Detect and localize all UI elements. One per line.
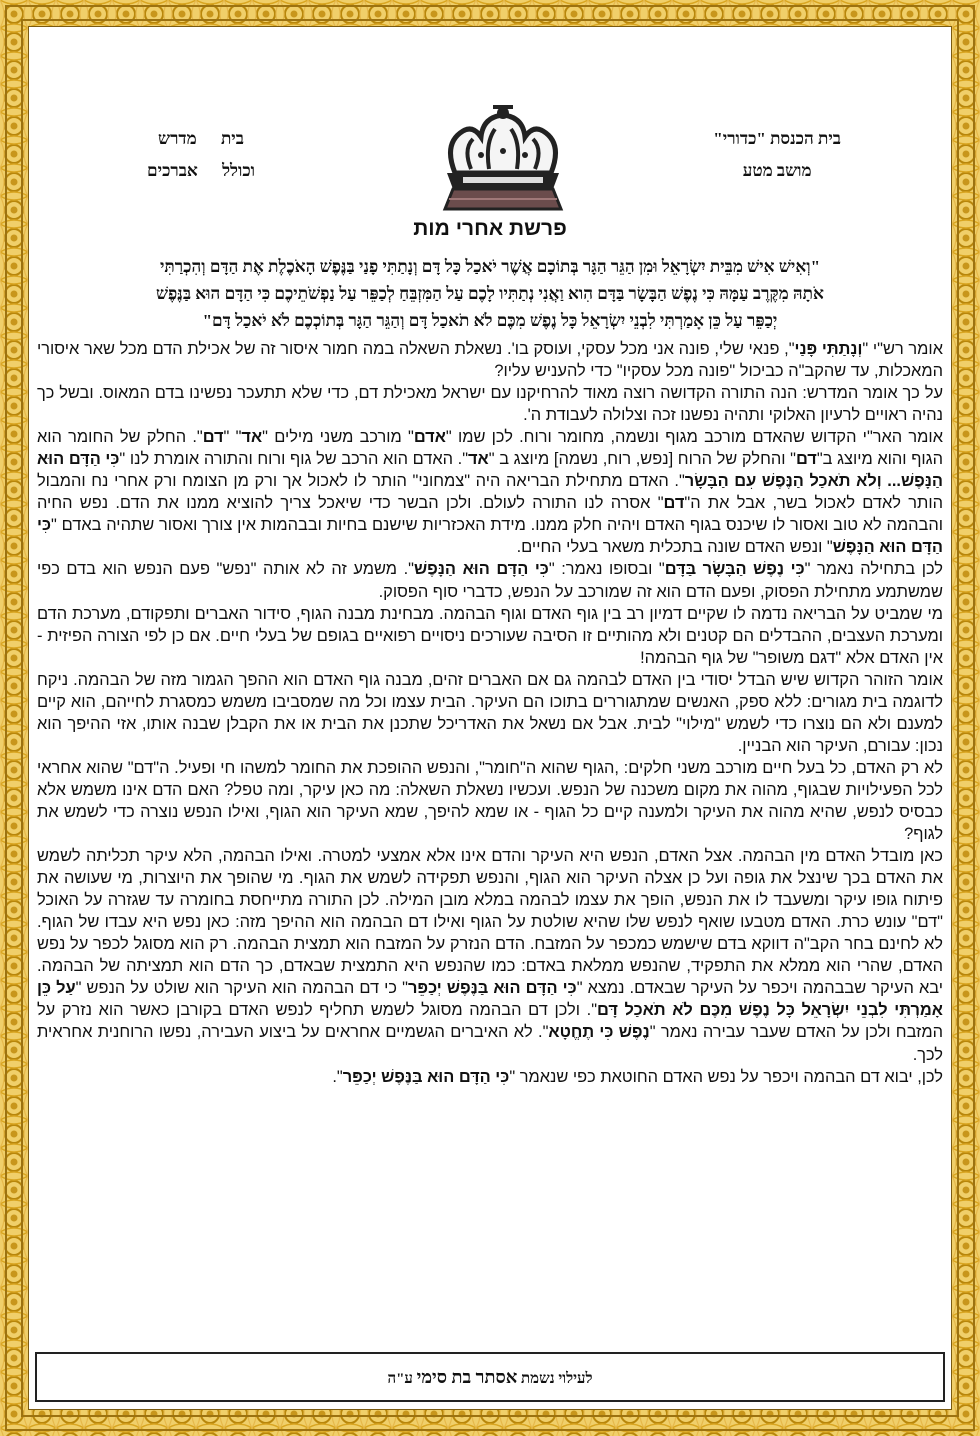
paragraph-midrash: על כך אומר המדרש: הנה התורה הקדושה רוצה מאוד להרחיקנו עם ישראל מאכילת דם, כדי שלא תתעכר נפשינו בדם המאוס. ובשל כך נהיה ראויים לרעיון האלוקי ותהיה נפשנו זכה וצלולה לעבודת ה'.: [37, 384, 943, 425]
header-left-block: [137, 123, 265, 187]
torah-verse: [43, 253, 937, 334]
header-left-word-kollel: וכולל: [222, 161, 256, 180]
paragraph-two-parts: לא רק האדם, כל בעל חיים מורכב משני חלקים: ,הגוף שהוא ה"חומר", והנפש ההופכת את החומר למשהו חי ופעיל. ה"דם" שהוא אחראי לכל הפעילויות שבגוף, מהוה את מקום משכנה של הנפש. ועכשיו נשאלת השאלה: מה כאן עיקר, ומה טפל? האם הדם אינו משמש אלא כבסיס לנפש, שהיא מהוה את העיקר ולמענה קיים כל הגוף - או שמא להיפך, שמא העיקר הוא הגוף, ואילו הנפש נוצרה כדי לשמש את לגוף?: [37, 758, 943, 844]
crown-icon: [433, 103, 573, 221]
verse-line-3: יְכַפֵּר עַל כֵּן אָמַרְתִּי לִבְנֵי יִשְׂרָאֵל כָּל נֶפֶשׁ מִכֶּם לֹא תֹאכַל דָּם וְהַגֵּר הַגָּר בְּתוֹכְכֶם לֹא יֹאכַל דָּם": [202, 311, 778, 330]
paragraph-man-vs-beast: כאן מובדל האדם מין הבהמה. אצל האדם, הנפש היא העיקר והדם אינו אלא אמצעי למטרה. ואילו הבהמה, הלא עיקר תכליתה לשמש את האדם בכך שינצל את גופה ועל כן אצלה העיקר הוא הגוף, והנפש תפקידה לשמש את הגוף. מי שהופך את היוצרות, מי שעושה את פיתוח גופו עיקר ומשעבד לו את הנפש, הופך את עצמו לבהמה במלא מובן המילה. לכן התורה מתייחסת בחומרה עד שגזרה על האוכל "דם" עונש כרת. האדם מטבעו שואף לנפש שלו שהיא שולטת על הגוף ואילו דם הבהמה הוא ההיפך מזה: כאן נפש היא עבדו של הגוף. לא לחינם בחר הקב"ה דווקא בדם שישמש כמכפר על המזבח. הדם הנזרק על המזבח הוא תמצית הבהמה. רק הוא מסוגל לכפר על נפש האדם, שהרי הוא ממלא את התפקיד, שהנפש ממלאת באדם: כמו שהנפש היא התמצית שבאדם, כך הדם הוא תמציתה של הבהמה. יבא העיקר שבבהמה ויכפר על העיקר שבאדם. נמצא "כִּי הַדָּם הוּא בַּנֶּפֶשׁ יְכַפֵּר" כי דם הבהמה הוא העיקר הוא שולט על הנפש "עַל כֵּן אָמַרְתִּי לִבְנֵי יִשְׂרָאֵל כָּל נֶפֶשׁ מִכֶּם לֹא תֹאכַל דָּם". ולכן דם הבהמה מסוגל לשמש תחליף לנפש האדם בקורבן כאשר הוא נזרק על המזבח ולכן על האדם שעבר עבירה נאמר "נֶפֶשׁ כִּי תֶחֱטָא". לא האיברים הגשמיים אחראים על ביצוע העבירה, נפשו הרוחנית אחראית לכך.: [37, 847, 943, 1064]
paragraph-creation: מי שמביט על הבריאה נדמה לו שקיים דמיון רב בין גוף האדם וגוף הבהמה. מבחינת מבנה הגוף, סידור האברים ותפקודם, מערכת הדם ומערכת העצבים, ההבדלים הם קטנים ולא מהותיים זו הסיבה שעורכים ניסויים רפואיים בגופם של בעלי חיים. אם כן לפי הצורה הפיזית - אין האדם אלא "דגם משופר" של גוף הבהמה!: [37, 604, 943, 667]
article-body: [37, 338, 943, 1088]
paragraph-arizal: אומר האר"י הקדוש שהאדם מורכב מגוף ונשמה, מחומר ורוח. לכן שמו "אדם" מורכב משני מילים "אד" "דם". החלק של החומר הוא הגוף והוא מיוצג ב"דם" והחלק של הרוח [נפש, רוח, נשמה] מיוצג ב "אד". האדם הוא הרכב של גוף ורוח והתורה אומרת לנו "כִּי הַדָּם הוּא הַנָּפֶשׁ... וְלֹא תֹאכַל הַנֶּפֶשׁ עִם הַבָּשָׂר". האדם מתחילת הבריאה היה "צמחוני" הותר לו לאכול אך ורק מן הצומח ורק אחרי נח והמבול הותר לאדם לאכול בשר, אבל את ה"דם" אסרה לנו התורה לעולם. ולכן הבשר כדי שיאכל צריך להוציא ממנו את הדם. נפש החיה והבהמה לא טוב ואסור לו שיכנס בגוף האדם ויהיה חלק ממנו. מידת האכזריות שישנם בחיות ובבהמות אין צורך ואסור שתהיה באדם "כִּי הַדָּם הוּא הַנָּפֶשׁ" ונפש האדם שונה בתכלית משאר בעלי החיים.: [37, 428, 943, 557]
synagogue-name: בית הכנסת "כדורי": [713, 129, 841, 148]
verse-line-2: אֹתָהּ מִקֶּרֶב עַמָּהּ כִּי נֶפֶשׁ הַבָּשָׂר בַּדָּם הִוא וַאֲנִי נְתַתִּיו לָכֶם עַל הַמִּזְבֵּחַ לְכַפֵּר עַל נַפְשֹׁתֵיכֶם כִּי הַדָּם הוּא בַּנֶּפֶשׁ: [156, 284, 824, 303]
header-left-word-beit: בית: [220, 129, 244, 148]
paragraph-rashi: אומר רש"י "וְנָתַתִּי פָּנַי", פנאי שלי, פונה אני מכל עסקי, ועוסק בו'. נשאלת השאלה במה חמור איסור זה של אכילת הדם מכל שאר איסורי המאכלות, עד שהקב"ה כביכול "פונה מכל עסקיו" כדי להעניש עליו?: [37, 340, 943, 381]
header-right-block: [713, 123, 841, 187]
paragraph-nefesh: לכן בתחילה נאמר "כִּי נֶפֶשׁ הַבָּשָׂר בַּדָּם" ובסופו נאמר: "כִּי הַדָּם הוּא הַנָּפֶשׁ". משמע זה לא אותה "נפש" פעם הנפש הוא בדם כפי שמשתמע מתחילת הפסוק, ופעם הדם הוא זה שמורכב על הנפש, כדברי סוף הפסוק.: [37, 560, 943, 601]
memorial-prefix: לעילוי נשמת: [521, 1371, 593, 1387]
memorial-suffix: ע"ה: [387, 1371, 413, 1387]
header-left-word-midrash: מדרש: [158, 129, 197, 148]
memorial-footer: [35, 1352, 945, 1402]
page-title: פרשת אחרי מות: [413, 217, 567, 240]
content-area: [28, 26, 952, 1410]
paragraph-zohar: אומר הזוהר הקדוש שיש הבדל יסודי בין האדם לבהמה גם אם האברים זהים, מבנה גוף האדם הוא ההפך הגמור מזה של הבהמה. ניקח לדוגמה בית מגורים: ללא ספק, האנשים שמתגוררים בתוכו הם העיקר. הבית עצמו וכל מה שמסביבו משמש כמסגרת לחייהם, הוא קיים למענם ולא הם נוצרו כדי לשמש "מילוי" לבית. אבל אם נשאל את האדריכל שתכנן את הבית או את הקבלן שבנה אותו, אזי ההיפך הוא נכון: עבורם, העיקר הוא הבניין.: [37, 670, 943, 755]
verse-line-1: "וְאִישׁ אִישׁ מִבֵּית יִשְׂרָאֵל וּמִן הַגֵּר הַגָּר בְּתוֹכָם אֲשֶׁר יֹאכַל כָּל דָּם וְנָתַתִּי פָנַי בַּנֶּפֶשׁ הָאֹכֶלֶת אֶת הַדָּם וְהִכְרַתִּי: [159, 257, 821, 276]
memorial-name: אסתר בת סימי: [416, 1367, 518, 1387]
header-left-word-avrechim: אברכים: [147, 161, 198, 180]
settlement-name: מושב מטע: [742, 161, 812, 180]
paragraph-conclusion: לכן, יבוא דם הבהמה ויכפר על נפש האדם החוטאת כפי שנאמר "כִּי הַדָּם הוּא בַּנֶּפֶשׁ יְכַפֵּר".: [332, 1067, 943, 1086]
